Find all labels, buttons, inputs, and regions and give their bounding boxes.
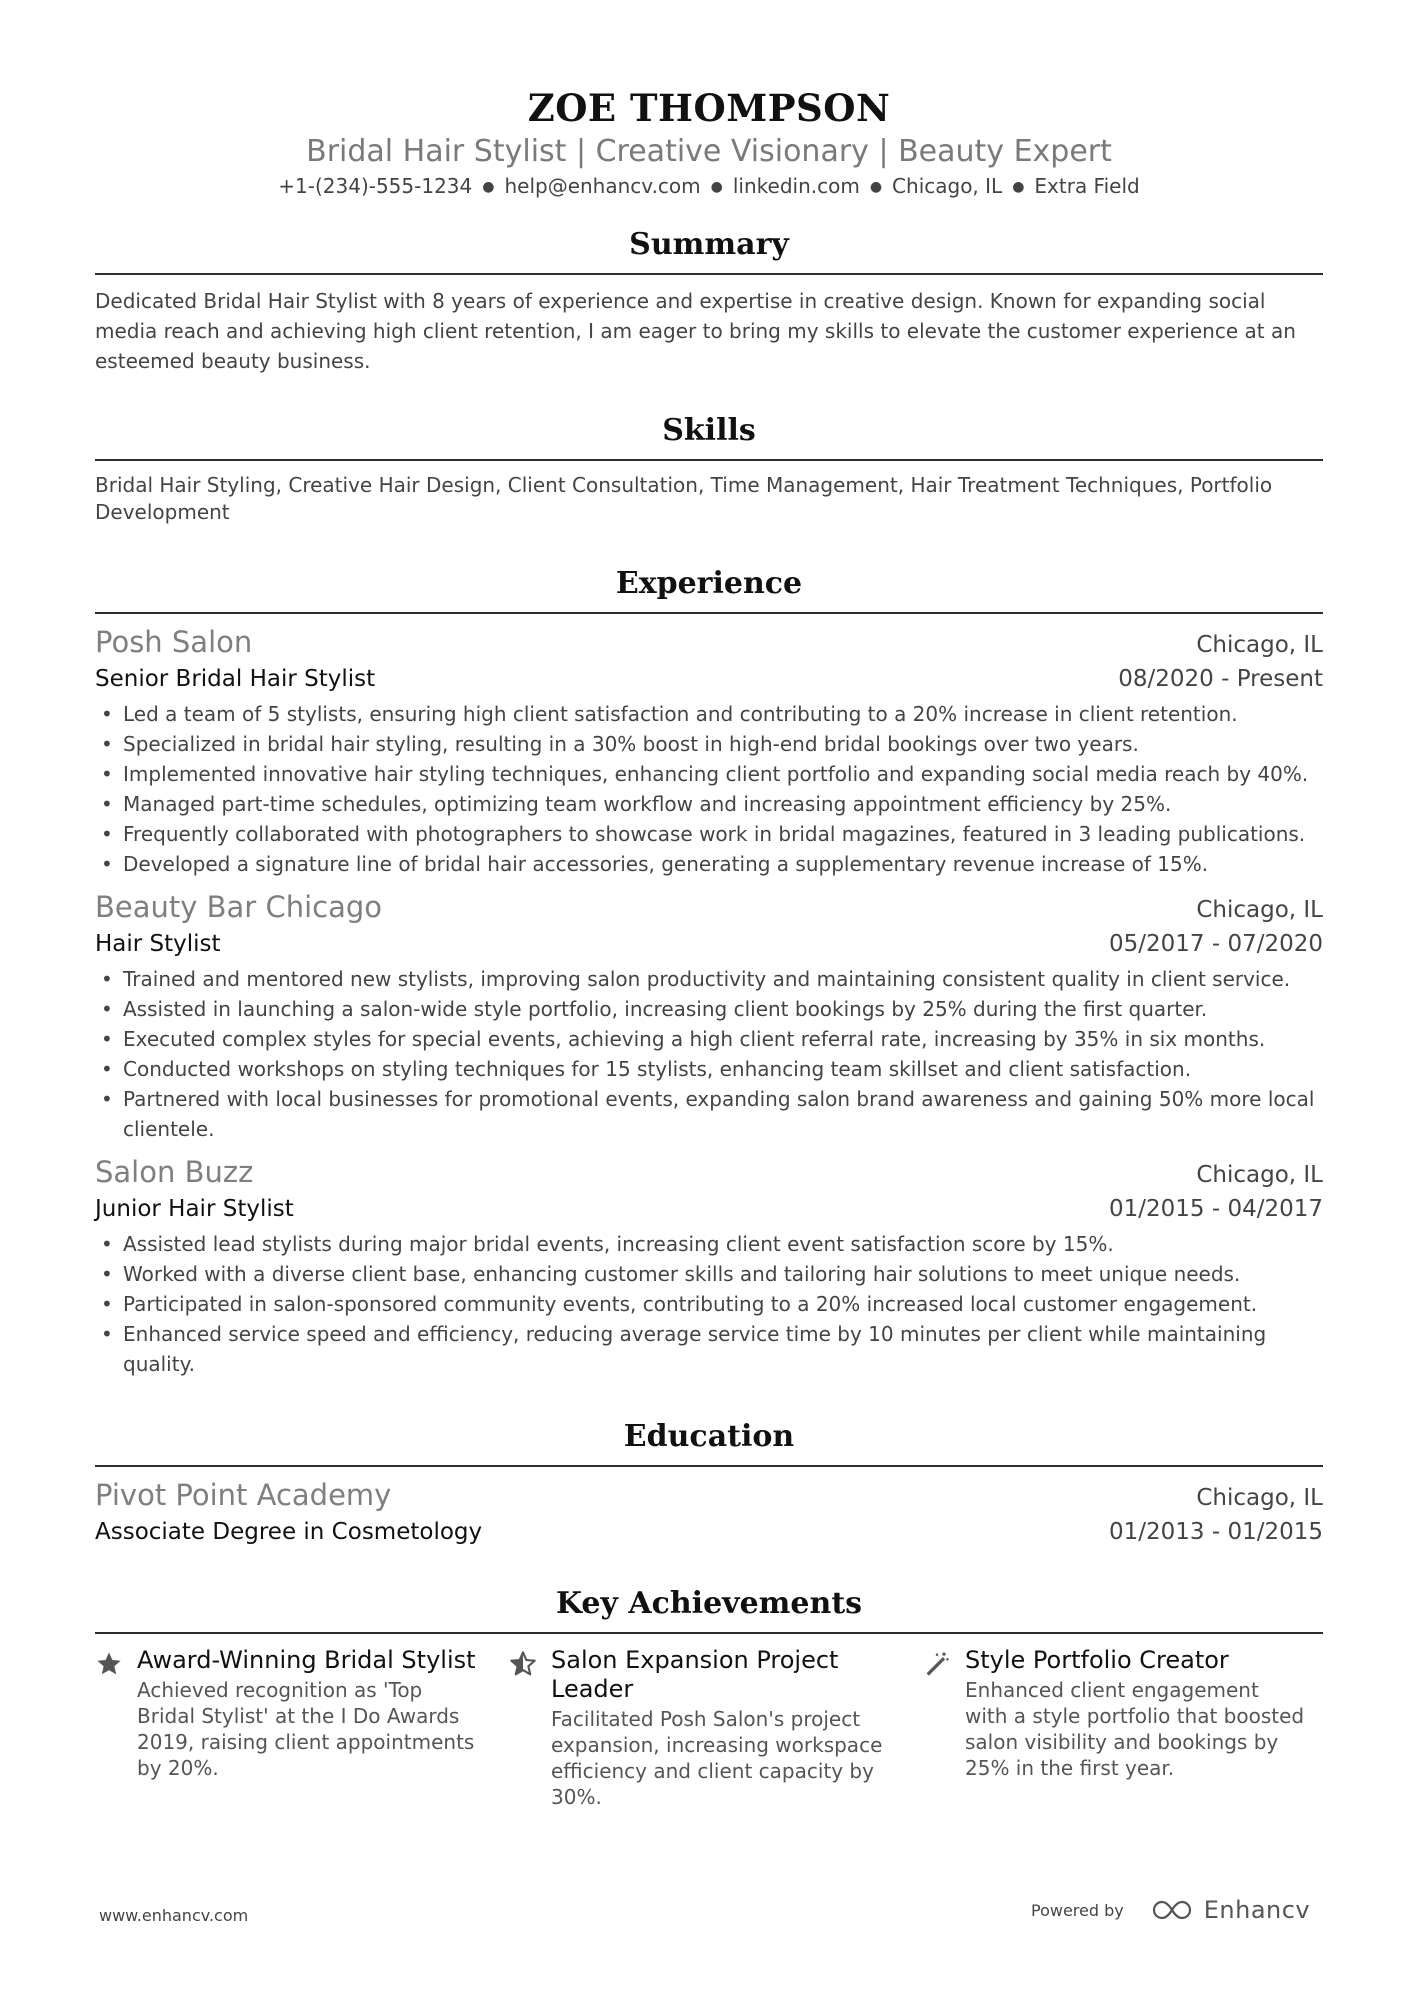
job-location: Chicago, IL [1196, 632, 1323, 658]
summary-section [95, 225, 1323, 376]
list-item: • Managed part-time schedules, optimizing team workflow and increasing appointment efficiency by 25%. [95, 789, 1323, 819]
list-item: • Assisted lead stylists during major bridal events, increasing client event satisfaction score by 15%. [95, 1229, 1323, 1259]
job-location: Chicago, IL [1196, 897, 1323, 923]
achievements-grid [95, 1646, 1323, 1810]
education-section [95, 1417, 1323, 1550]
list-item: • Trained and mentored new stylists, improving salon productivity and maintaining consistent quality in client service. [95, 964, 1323, 994]
list-item: • Frequently collaborated with photographers to showcase work in bridal magazines, featured in 3 leading publications. [95, 819, 1323, 849]
achievement-card [509, 1646, 909, 1810]
list-item: • Implemented innovative hair styling techniques, enhancing client portfolio and expanding social media reach by 40%. [95, 759, 1323, 789]
contact-email[interactable]: help@enhancv.com [504, 174, 701, 198]
contact-phone[interactable]: +1-(234)-555-1234 [278, 174, 473, 198]
achievement-card [923, 1646, 1323, 1810]
skills-section [95, 411, 1323, 526]
separator-dot: ● [482, 179, 495, 195]
company-name: Beauty Bar Chicago [95, 890, 382, 924]
skills-title: Skills [662, 413, 756, 448]
list-item: • Participated in salon-sponsored community events, contributing to a 20% increased local customer engagement. [95, 1289, 1323, 1319]
resume-page [95, 0, 1323, 1810]
separator-dot: ● [710, 179, 723, 195]
company-name: Salon Buzz [95, 1155, 254, 1189]
achievement-desc: Achieved recognition as 'Top Bridal Stylist' at the I Do Awards 2019, raising client appointments by 20%. [137, 1678, 475, 1780]
candidate-name: ZOE THOMPSON [527, 86, 891, 130]
summary-text: Dedicated Bridal Hair Stylist with 8 years of experience and expertise in creative design. Known for expanding social media reach and achieving high client retention, I am eager to bring my skills to elevate the customer experience at an esteemed beauty business. [95, 289, 1296, 373]
achievement-title: Style Portfolio Creator [965, 1646, 1229, 1674]
section-divider [95, 612, 1323, 614]
job-title: Hair Stylist [95, 931, 221, 957]
skills-text: Bridal Hair Styling, Creative Hair Design, Client Consultation, Time Management, Hair Treatment Techniques, Portfolio Development [95, 473, 1273, 524]
list-item: • Worked with a diverse client base, enhancing customer skills and tailoring hair solutions to meet unique needs. [95, 1259, 1323, 1289]
section-divider [95, 459, 1323, 461]
achievements-section [95, 1584, 1323, 1810]
job-dates: 01/2015 - 04/2017 [1108, 1196, 1323, 1222]
half-star-icon [509, 1646, 551, 1810]
experience-entry [95, 623, 1323, 879]
list-item: • Conducted workshops on styling techniques for 15 stylists, enhancing team skillset and client satisfaction. [95, 1054, 1323, 1084]
job-title: Senior Bridal Hair Stylist [95, 666, 376, 692]
footer-website[interactable]: www.enhancv.com [99, 1906, 249, 1925]
list-item: • Specialized in bridal hair styling, resulting in a 30% boost in high-end bridal bookings over two years. [95, 729, 1323, 759]
magic-wand-icon [923, 1646, 965, 1810]
experience-entry [95, 888, 1323, 1144]
job-title: Junior Hair Stylist [95, 1196, 294, 1222]
company-name: Posh Salon [95, 625, 253, 659]
achievement-card [95, 1646, 495, 1810]
experience-section [95, 564, 1323, 1379]
education-entry [95, 1476, 1323, 1550]
education-title: Education [623, 1419, 795, 1454]
brand-name: Enhancv [1203, 1896, 1311, 1924]
section-divider [95, 273, 1323, 275]
school-location: Chicago, IL [1196, 1485, 1323, 1511]
contact-linkedin[interactable]: linkedin.com [732, 174, 860, 198]
achievement-desc: Facilitated Posh Salon's project expansion, increasing workspace efficiency and client capacity by 30%. [551, 1707, 883, 1809]
job-dates: 05/2017 - 07/2020 [1108, 931, 1323, 957]
resume-header [95, 0, 1323, 201]
summary-title: Summary [629, 227, 789, 262]
contact-extra: Extra Field [1034, 174, 1140, 198]
separator-dot: ● [869, 179, 883, 195]
education-dates: 01/2013 - 01/2015 [1108, 1519, 1323, 1545]
list-item: • Led a team of 5 stylists, ensuring high client satisfaction and contributing to a 20% increase in client retention. [95, 699, 1323, 729]
school-name: Pivot Point Academy [95, 1478, 392, 1512]
headline: Bridal Hair Stylist | Creative Visionary | Beauty Expert [306, 134, 1112, 169]
enhancv-logo-icon [1150, 1898, 1196, 1922]
degree: Associate Degree in Cosmetology [95, 1519, 483, 1545]
achievement-title: Salon Expansion Project Leader [551, 1646, 839, 1703]
list-item: • Assisted in launching a salon-wide style portfolio, increasing client bookings by 25% during the first quarter. [95, 994, 1323, 1024]
contact-line [95, 172, 1323, 201]
job-dates: 08/2020 - Present [1118, 666, 1323, 692]
job-location: Chicago, IL [1196, 1162, 1323, 1188]
achievement-list [95, 964, 1323, 1144]
list-item: • Partnered with local businesses for promotional events, expanding salon brand awareness and gaining 50% more local clientele. [95, 1084, 1323, 1144]
footer-branding [1031, 1896, 1310, 1924]
achievement-list [95, 699, 1323, 879]
achievement-title: Award-Winning Bridal Stylist [137, 1646, 476, 1674]
achievement-desc: Enhanced client engagement with a style portfolio that boosted salon visibility and bookings by 25% in the first year. [965, 1678, 1305, 1780]
list-item: • Developed a signature line of bridal hair accessories, generating a supplementary revenue increase of 15%. [95, 849, 1323, 879]
powered-by-label: Powered by [1031, 1900, 1124, 1920]
star-icon [95, 1646, 137, 1810]
separator-dot: ● [1012, 179, 1025, 195]
section-divider [95, 1465, 1323, 1467]
section-divider [95, 1632, 1323, 1634]
list-item: • Executed complex styles for special events, achieving a high client referral rate, increasing by 35% in six months. [95, 1024, 1323, 1054]
achievement-list [95, 1229, 1323, 1379]
achievements-title: Key Achievements [555, 1586, 863, 1621]
contact-location: Chicago, IL [892, 174, 1003, 198]
list-item: • Enhanced service speed and efficiency, reducing average service time by 10 minutes per client while maintaining quality. [95, 1319, 1323, 1379]
experience-title: Experience [615, 566, 803, 601]
experience-entry [95, 1153, 1323, 1379]
